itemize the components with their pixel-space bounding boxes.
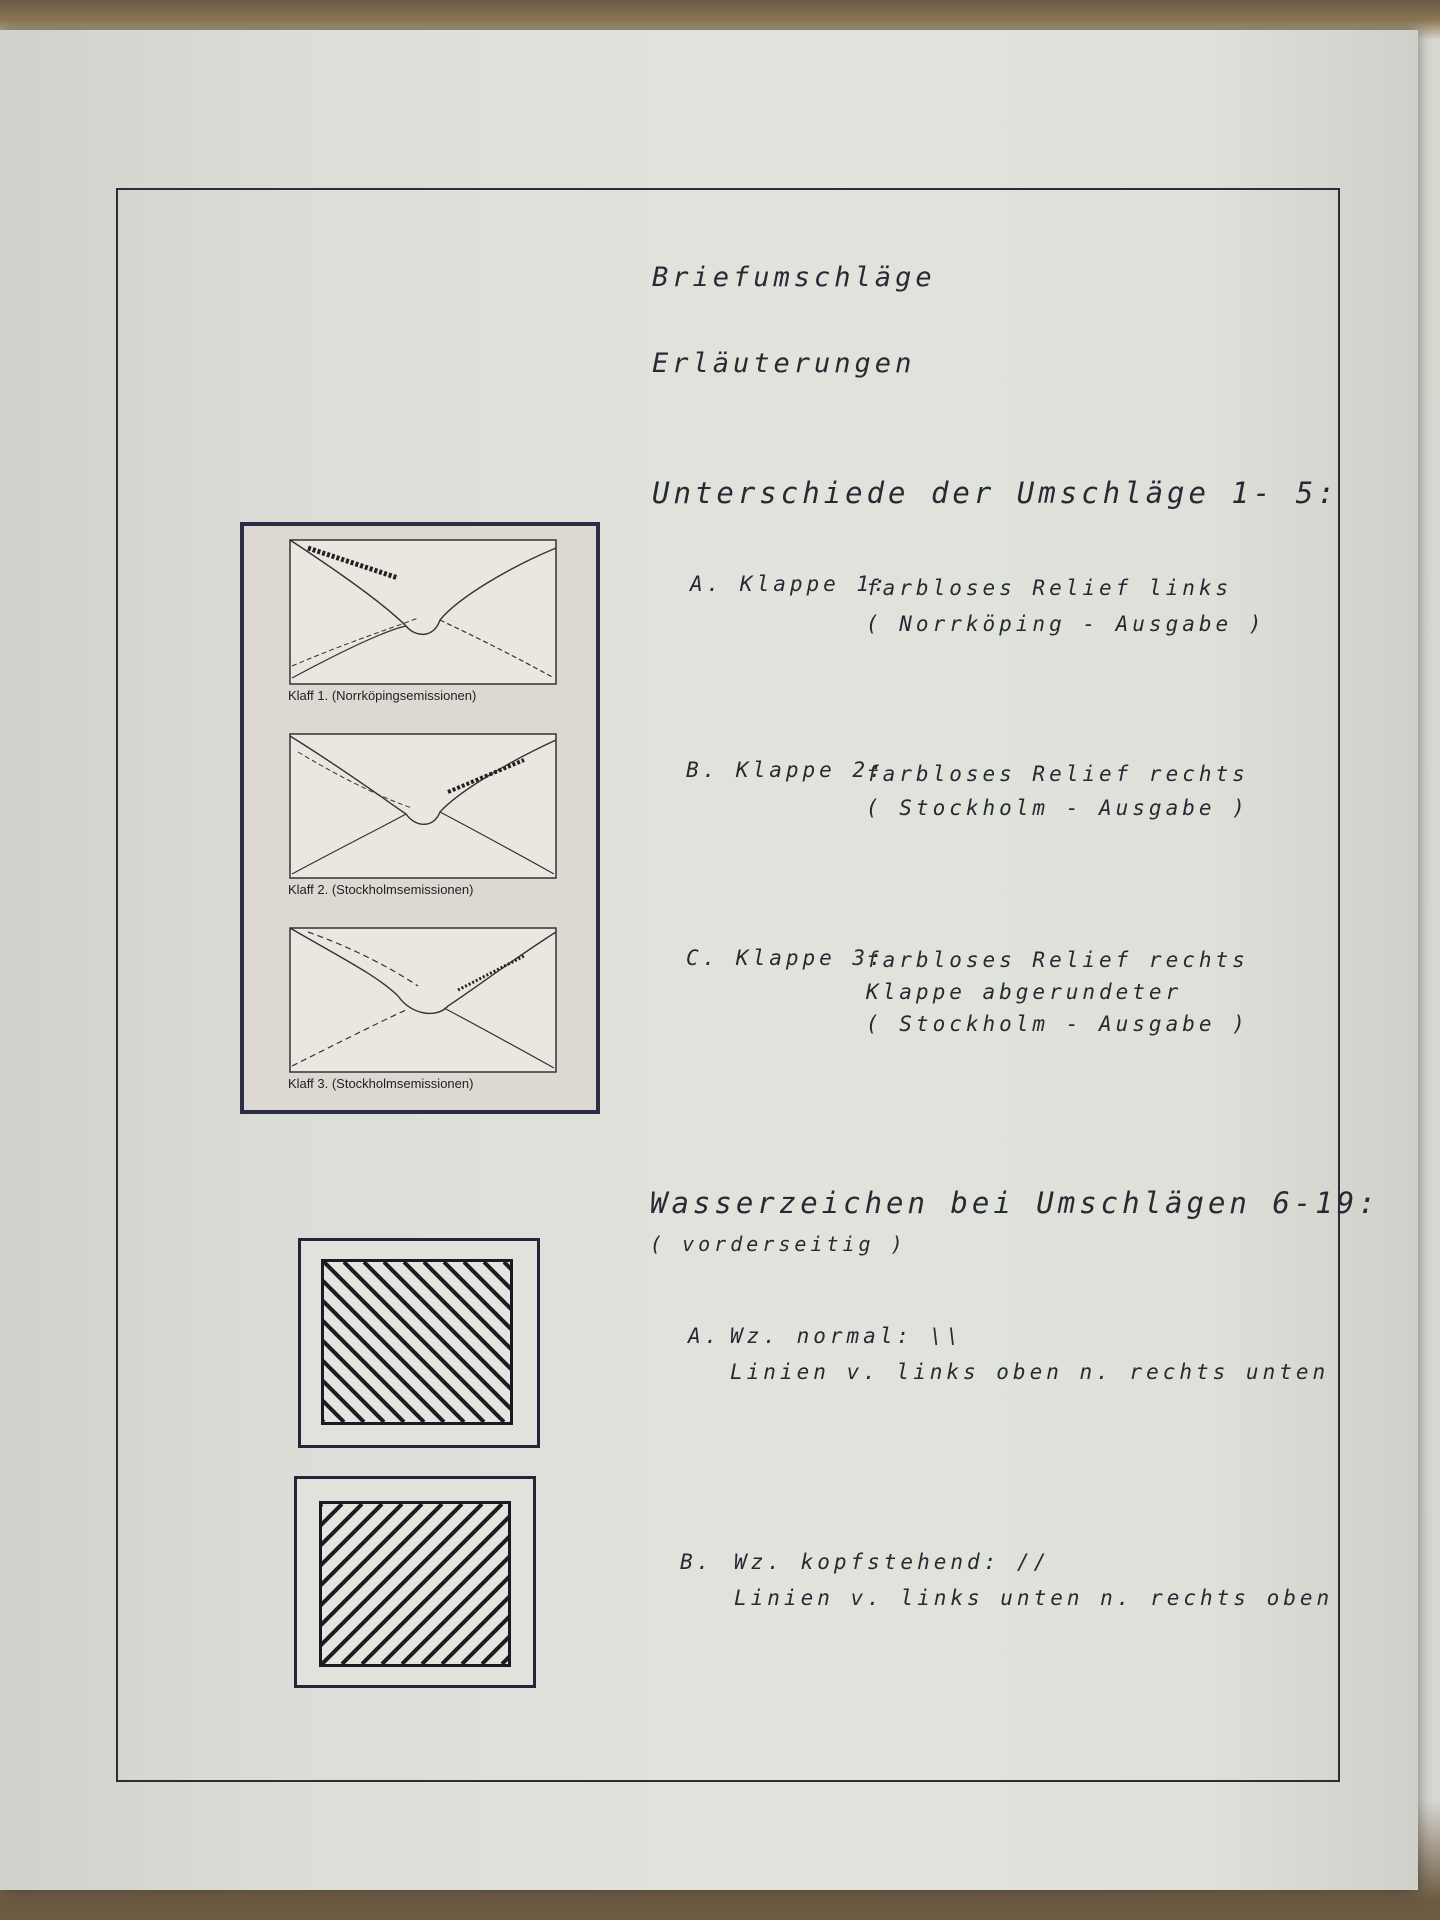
item-b-label: B. Klappe 2: [686,758,886,782]
item-a-line-1: farbloses Relief links [866,576,1233,600]
envelope-flap-1-illustration [288,538,558,686]
page-subtitle: Erläuterungen [652,348,916,379]
watermark-normal-pattern [321,1259,513,1425]
watermark-a-line-2: Linien v. links oben n. rechts unten [730,1360,1330,1384]
item-b-line-2: ( Stockholm - Ausgabe ) [866,796,1249,820]
item-c-line-2: Klappe abgerundeter [866,980,1183,1004]
envelope-flap-3-illustration [288,926,558,1074]
section2-heading: Wasserzeichen bei Umschlägen 6-19: [650,1186,1380,1220]
item-c-label: C. Klappe 3: [686,946,886,970]
item-b-line-1: farbloses Relief rechts [866,762,1249,786]
item-a-label: A. Klappe 1: [690,572,890,596]
watermark-b-label: B. [680,1550,714,1574]
envelope-caption-2: Klaff 2. (Stockholmsemissionen) [288,882,474,897]
watermark-normal-figure [298,1238,540,1448]
album-sheet [0,30,1418,1890]
watermark-inverted-pattern [319,1501,511,1667]
watermark-a-line-1: Wz. normal: \\ [730,1324,964,1348]
item-c-line-1: farbloses Relief rechts [866,948,1249,972]
item-c-line-3: ( Stockholm - Ausgabe ) [866,1012,1249,1036]
section1-heading: Unterschiede der Umschläge 1- 5: [652,476,1339,510]
envelope-caption-1: Klaff 1. (Norrköpingsemissionen) [288,688,477,703]
watermark-a-label: A. [688,1324,722,1348]
page-title: Briefumschläge [652,262,936,293]
envelope-flap-figure [240,522,600,1114]
envelope-flap-2-illustration [288,732,558,880]
watermark-b-line-1: Wz. kopfstehend: // [734,1550,1051,1574]
item-a-line-2: ( Norrköping - Ausgabe ) [866,612,1266,636]
watermark-inverted-figure [294,1476,536,1688]
section2-note: ( vorderseitig ) [650,1232,907,1256]
envelope-caption-3: Klaff 3. (Stockholmsemissionen) [288,1076,474,1091]
watermark-b-line-2: Linien v. links unten n. rechts oben [734,1586,1334,1610]
